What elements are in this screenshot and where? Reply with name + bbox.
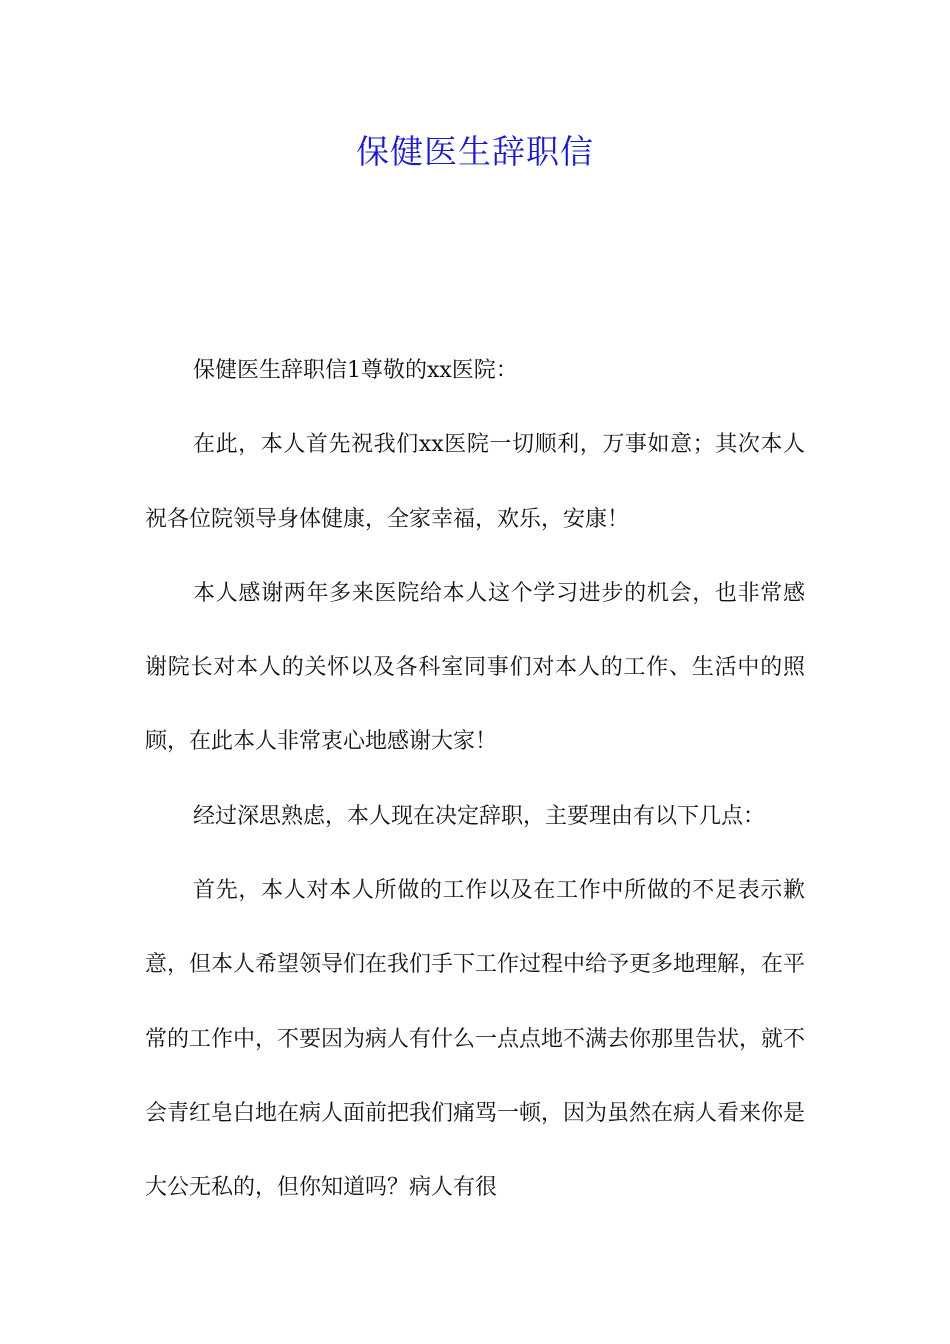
paragraph-reason-first: 首先，本人对本人所做的工作以及在工作中所做的不足表示歉意，但本人希望领导们在我们手下工作过程中给予更多地理解，在平常的工作中，不要因为病人有什么一点点地不满去你那里告状，就不会青红皂白地在病人面前把我们痛骂一顿，因为虽然在病人看来你是大公无私的，但你知道吗？病人有很	[145, 878, 806, 1201]
paragraph-decision: 经过深思熟虑，本人现在决定辞职，主要理由有以下几点：	[193, 803, 766, 829]
paragraph-salutation: 保健医生辞职信1尊敬的xx医院：	[193, 358, 518, 383]
document-title: 保健医生辞职信	[356, 132, 594, 171]
paragraph-thanks: 本人感谢两年多来医院给本人这个学习进步的机会，也非常感谢院长对本人的关怀以及各科室同事们对本人的工作、生活中的照顾，在此本人非常衷心地感谢大家！	[145, 580, 805, 755]
paragraph-greeting: 在此，本人首先祝我们xx医院一切顺利，万事如意；其次本人祝各位院领导身体健康，全家幸福，欢乐，安康！	[145, 432, 805, 532]
document-body	[145, 334, 805, 1226]
